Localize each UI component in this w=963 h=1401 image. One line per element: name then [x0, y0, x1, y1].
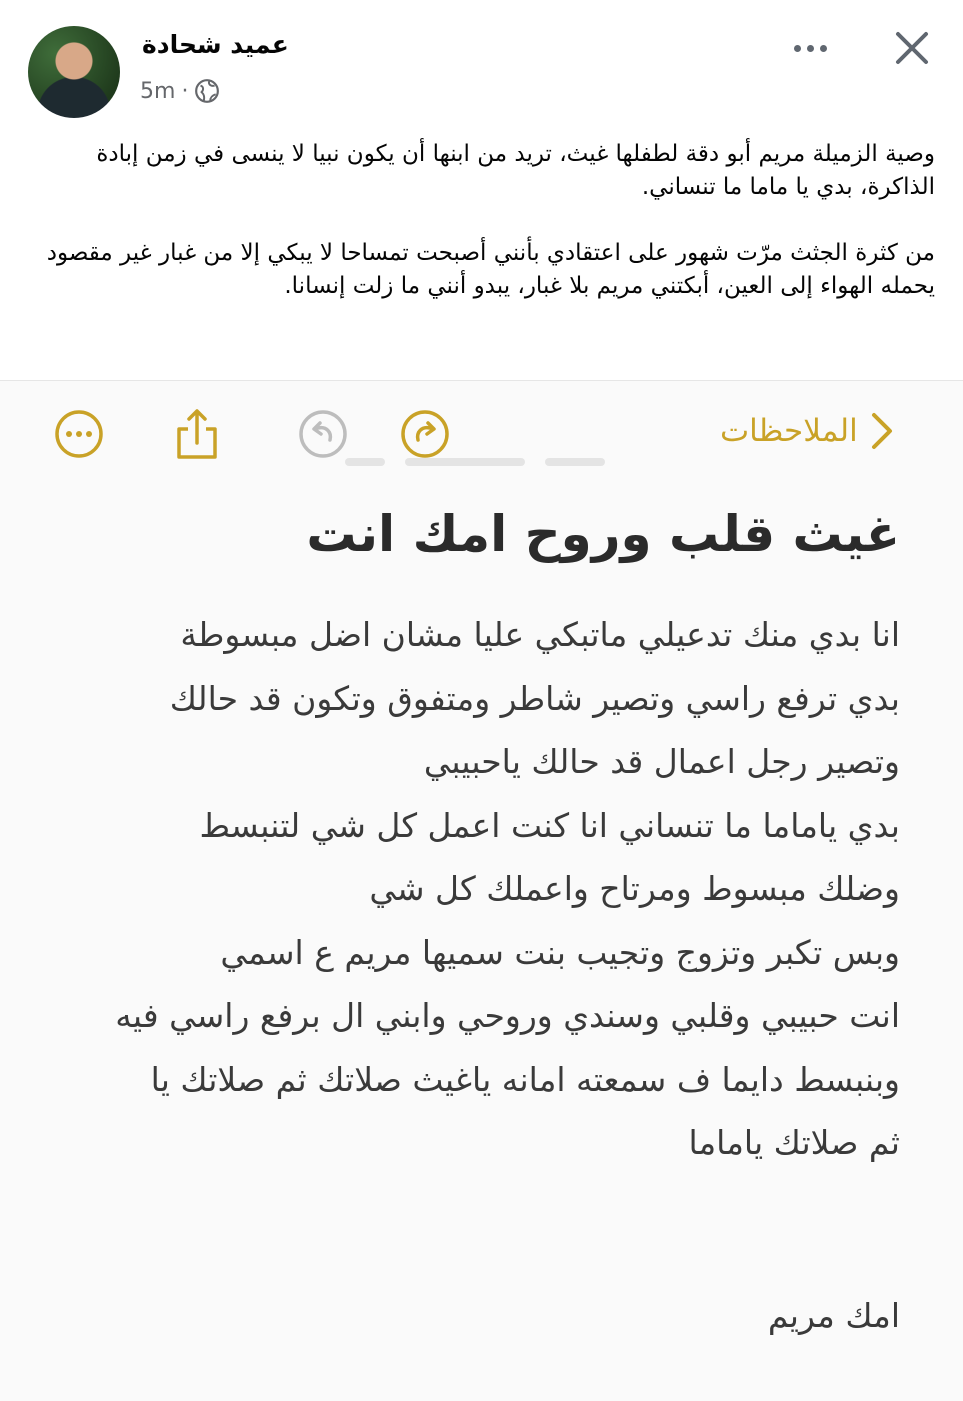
post-header: [0, 0, 963, 130]
note-line: وبس تكبر وتزوج وتجيب بنت سميها مريم ع اسمي: [220, 932, 900, 972]
note-line: وبنبسط دايما ف سمعته امانه ياغيث صلاتك ثم صلاتك يا: [150, 1059, 900, 1099]
note-line: انت حبيبي وقلبي وسندي وروحي وابني ال برفع راسي فيه: [115, 996, 900, 1035]
chevron-right-icon: [868, 411, 896, 451]
note-line: ثم صلاتك ياماما: [688, 1123, 900, 1162]
notes-back-button[interactable]: [720, 411, 896, 451]
notes-back-label: الملاحظات: [720, 413, 858, 449]
note-signature: امك مريم: [767, 1296, 900, 1335]
undo-icon[interactable]: [296, 407, 350, 461]
faded-timestamp: [345, 452, 605, 472]
note-line: بدي ترفع راسي وتصير شاطر ومتفوق وتكون قد حالك: [169, 678, 900, 718]
post-paragraph: وصية الزميلة مريم أبو دقة لطفلها غيث، تريد من ابنها أن يكون نبيا لا ينسى في زمن إبادة الذاكرة، بدي يا ماما ما تنساني.: [96, 141, 935, 200]
note-line: وضلك مبسوط ومرتاح واعملك كل شي: [369, 869, 900, 908]
author-name[interactable]: عميد شحادة: [142, 30, 289, 59]
close-icon[interactable]: [888, 24, 936, 72]
more-dot-icon: [807, 45, 814, 52]
more-circle-icon[interactable]: [52, 407, 106, 461]
post-meta: [140, 78, 220, 104]
more-dot-icon: [794, 45, 801, 52]
post-time[interactable]: 5m: [140, 78, 176, 104]
note-line: وتصير رجل اعمال قد حالك ياحبيبي: [423, 742, 900, 781]
more-dot-icon: [820, 45, 827, 52]
globe-icon: [194, 78, 220, 104]
share-icon[interactable]: [170, 407, 224, 461]
more-options-button[interactable]: [785, 30, 835, 66]
note-line: بدي ياماما ما تنساني انا كنت اعمل كل شي لتنبسط: [199, 805, 900, 845]
note-line: انا بدي منك تدعيلي ماتبكي عليا مشان اضل مبسوطة: [180, 615, 900, 654]
note-title: غيث قلب وروح امك انت: [306, 505, 900, 563]
avatar[interactable]: [28, 26, 120, 118]
meta-separator: ·: [181, 78, 189, 104]
post-text: [40, 138, 935, 336]
note-body: [40, 603, 900, 1175]
post-paragraph: من كثرة الجثث مرّت شهور على اعتقادي بأنني أصبحت تمساحا لا يبكي إلا من غبار غير مقصود يحمله الهواء إلى العين، أبكتني مريم بلا غبار، يبدو أنني ما زلت إنسانا.: [46, 240, 935, 299]
